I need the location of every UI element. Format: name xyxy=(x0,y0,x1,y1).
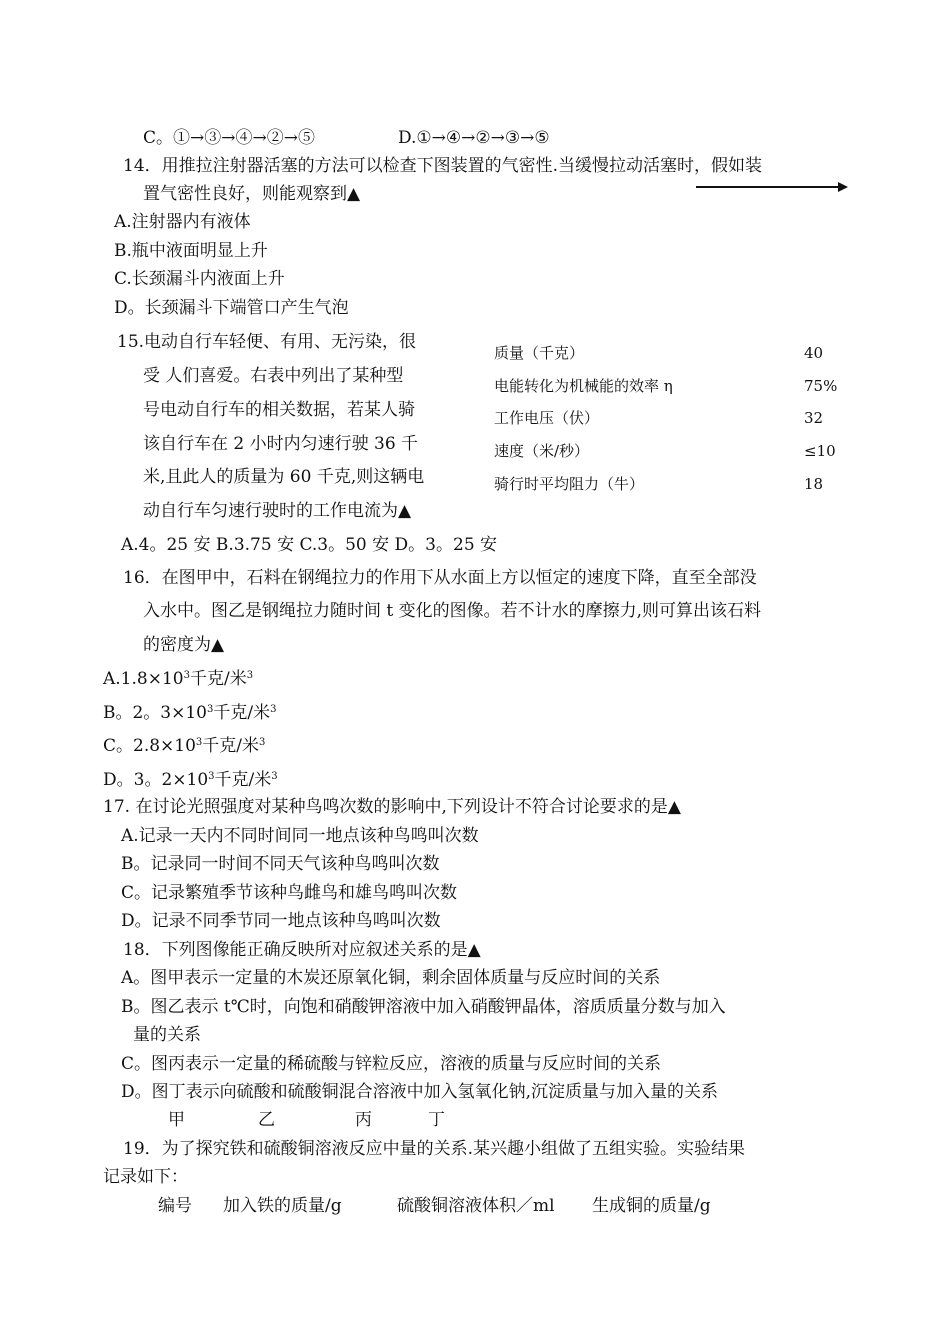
q16-option-c: C。$2.8\times 10^3$千克/米$^3$ xyxy=(103,736,266,756)
q19-header-solution-volume: 硫酸铜溶液体积／ml xyxy=(397,1196,555,1216)
q14-stem-line2: 置气密性良好，则能观察到▲ xyxy=(143,184,361,204)
q19-stem-line2: 记录如下： xyxy=(103,1167,188,1187)
table-cell-value: 75% xyxy=(804,377,838,395)
table-cell-label: 骑行时平均阻力（牛） xyxy=(494,475,645,493)
table-row xyxy=(494,375,874,397)
q14-option-c: C.长颈漏斗内液面上升 xyxy=(114,269,285,289)
q13-option-d: D.①→④→②→③→⑤ xyxy=(398,128,550,148)
table-cell-value: 40 xyxy=(804,344,824,362)
table-row xyxy=(494,440,874,462)
q19-header-number: 编号 xyxy=(158,1196,192,1216)
q16-option-a: $A.1.8\times 10^3$千克/米$^3$ xyxy=(103,669,254,689)
q15-stem-line1: 15.电动自行车轻便、有用、无污染，很 xyxy=(117,332,417,352)
q19-stem-line1: 19．为了探究铁和硫酸铜溶液反应中量的关系.某兴趣小组做了五组实验。实验结果 xyxy=(123,1139,746,1159)
q16-stem-line3: 的密度为▲ xyxy=(143,635,225,655)
arrow-right-icon xyxy=(696,186,846,188)
table-row xyxy=(494,342,874,364)
q16-option-d: D。3。$2\times 10^3$千克/米$^3$ xyxy=(103,770,278,790)
q18-option-d: D。图丁表示向硫酸和硫酸铜混合溶液中加入氢氧化钠,沉淀质量与加入量的关系 xyxy=(121,1082,719,1102)
q16-option-b: B。2。$3\times 10^3$千克/米$^3$ xyxy=(103,703,277,723)
table-cell-label: 质量（千克） xyxy=(494,344,585,362)
q15-stem-line4: 该自行车在 2 小时内匀速行驶 36 千 xyxy=(143,434,419,454)
q17-option-c: C。记录繁殖季节该种鸟雌鸟和雄鸟鸣叫次数 xyxy=(121,883,458,903)
figure-label-ding: 丁 xyxy=(428,1110,445,1130)
q14-option-a: A.注射器内有液体 xyxy=(114,212,251,232)
q15-options: A.4。25 安 B.3.75 安 C.3。50 安 D。3。25 安 xyxy=(121,535,498,555)
q18-option-a: A。图甲表示一定量的木炭还原氧化铜，剩余固体质量与反应时间的关系 xyxy=(121,968,661,988)
table-cell-value: 32 xyxy=(804,409,824,427)
table-cell-label: 速度（米/秒） xyxy=(494,442,590,460)
q18-option-c: C。图丙表示一定量的稀硫酸与锌粒反应，溶液的质量与反应时间的关系 xyxy=(121,1054,662,1074)
q15-stem-line3: 号电动自行车的相关数据，若某人骑 xyxy=(143,400,415,420)
table-row xyxy=(494,407,874,429)
q17-option-a: A.记录一天内不同时间同一地点该种鸟鸣叫次数 xyxy=(121,826,479,846)
figure-label-jia: 甲 xyxy=(168,1110,185,1130)
figure-label-bing: 丙 xyxy=(355,1110,372,1130)
q17-option-b: B。记录同一时间不同天气该种鸟鸣叫次数 xyxy=(121,854,440,874)
table-cell-value: 18 xyxy=(804,475,824,493)
q15-stem-line2: 受 人们喜爱。右表中列出了某种型 xyxy=(143,366,404,386)
figure-label-yi: 乙 xyxy=(258,1110,275,1130)
q18-stem: 18．下列图像能正确反映所对应叙述关系的是▲ xyxy=(123,940,481,960)
table-cell-label: 工作电压（伏） xyxy=(494,409,600,427)
q17-stem: 17. 在讨论光照强度对某种鸟鸣次数的影响中,下列设计不符合讨论要求的是▲ xyxy=(103,797,681,817)
q16-stem-line2: 入水中。图乙是钢绳拉力随时间 t 变化的图像。若不计水的摩擦力,则可算出该石料 xyxy=(143,601,762,621)
q13-option-c: C。①→③→④→②→⑤ xyxy=(143,128,315,148)
q19-header-copper-mass: 生成铜的质量/g xyxy=(592,1196,711,1216)
table-cell-value: ≤10 xyxy=(804,442,836,460)
q15-stem-line6: 动自行车匀速行驶时的工作电流为▲ xyxy=(143,501,412,521)
q14-option-b: B.瓶中液面明显上升 xyxy=(114,241,268,261)
q18-option-b-line2: 量的关系 xyxy=(133,1025,201,1045)
q19-header-iron-mass: 加入铁的质量/g xyxy=(223,1196,342,1216)
q15-stem-line5: 米,且此人的质量为 60 千克,则这辆电 xyxy=(143,467,425,487)
q14-stem-line1: 14．用推拉注射器活塞的方法可以检查下图装置的气密性.当缓慢拉动活塞时，假如装 xyxy=(123,156,763,176)
q14-option-d: D。长颈漏斗下端管口产生气泡 xyxy=(114,298,349,318)
q16-stem-line1: 16．在图甲中，石料在钢绳拉力的作用下从水面上方以恒定的速度下降，直至全部没 xyxy=(123,568,757,588)
table-row xyxy=(494,473,874,495)
table-cell-label: 电能转化为机械能的效率 η xyxy=(494,377,673,395)
q17-option-d: D。记录不同季节同一地点该种鸟鸣叫次数 xyxy=(121,911,441,931)
q18-option-b-line1: B。图乙表示 t℃时，向饱和硝酸钾溶液中加入硝酸钾晶体，溶质质量分数与加入 xyxy=(121,997,726,1017)
